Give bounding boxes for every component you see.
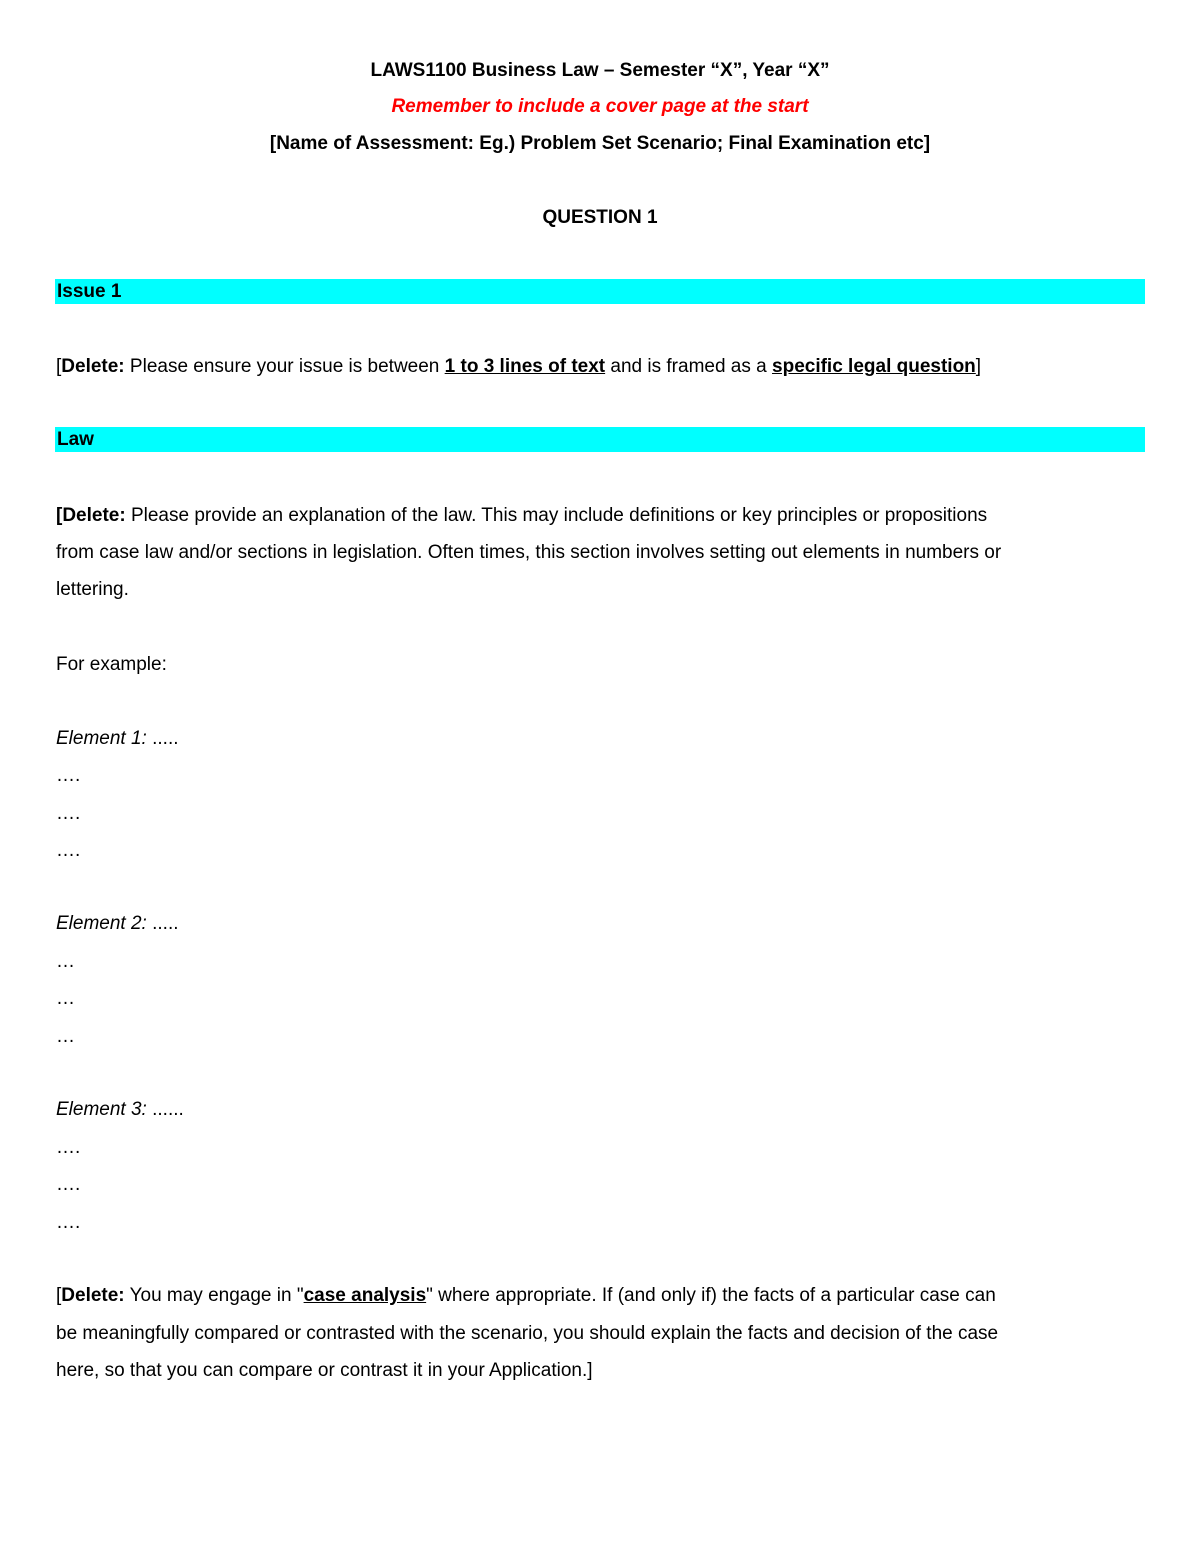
element-trail: ..... bbox=[146, 913, 179, 934]
element-1-dots: …. bbox=[56, 840, 81, 861]
case-analysis-line-3: here, so that you can compare or contrast it in your Application.] bbox=[56, 1360, 593, 1381]
open-bracket: [ bbox=[56, 1285, 62, 1306]
issue-emphasis-1: 1 to 3 lines of text bbox=[444, 356, 606, 377]
delete-label: [Delete: bbox=[56, 505, 126, 526]
law-instruction-line-1 bbox=[56, 506, 987, 525]
law-text: Please provide an explanation of the law. This may include definitions or key principles or propositions bbox=[125, 505, 988, 526]
issue-text-1: Please ensure your issue is between bbox=[124, 356, 445, 377]
element-1-dots: …. bbox=[56, 765, 81, 786]
document-title: LAWS1100 Business Law – Semester “X”, Year “X” bbox=[370, 60, 830, 81]
element-3-dots: …. bbox=[56, 1137, 81, 1158]
law-instruction-line-3: lettering. bbox=[56, 579, 129, 600]
element-1-heading bbox=[56, 729, 179, 748]
element-trail: ..... bbox=[146, 728, 179, 749]
element-label: Element 2: bbox=[56, 913, 147, 934]
case-analysis-line-2: be meaningfully compared or contrasted with the scenario, you should explain the facts and decision of the case bbox=[56, 1323, 999, 1344]
element-3-heading bbox=[56, 1100, 184, 1119]
element-2-dots: … bbox=[56, 988, 75, 1009]
assessment-name: [Name of Assessment: Eg.) Problem Set Scenario; Final Examination etc] bbox=[269, 133, 931, 154]
cover-page-reminder: Remember to include a cover page at the start bbox=[391, 96, 809, 117]
case-analysis-emphasis: case analysis bbox=[303, 1285, 427, 1306]
issue-emphasis-2: specific legal question bbox=[772, 356, 976, 377]
law-heading: Law bbox=[57, 429, 94, 450]
case-text-1: You may engage in " bbox=[124, 1285, 304, 1306]
issue-heading: Issue 1 bbox=[57, 281, 122, 302]
case-analysis-line-1 bbox=[56, 1286, 996, 1305]
element-3-dots: …. bbox=[56, 1212, 81, 1233]
law-heading-bar bbox=[55, 427, 1145, 452]
law-instruction-line-2: from case law and/or sections in legislation. Often times, this section involves setting out elements in numbers or bbox=[56, 542, 1002, 563]
example-label: For example: bbox=[56, 654, 167, 675]
element-trail: ...... bbox=[146, 1099, 184, 1120]
element-label: Element 1: bbox=[56, 728, 147, 749]
delete-label: Delete: bbox=[61, 356, 125, 377]
element-2-dots: … bbox=[56, 951, 75, 972]
element-1-dots: …. bbox=[56, 803, 81, 824]
element-3-dots: …. bbox=[56, 1174, 81, 1195]
delete-label: Delete: bbox=[61, 1285, 125, 1306]
issue-heading-bar bbox=[55, 279, 1145, 304]
close-bracket: ] bbox=[975, 356, 982, 377]
issue-instruction bbox=[56, 357, 981, 376]
element-2-heading bbox=[56, 914, 179, 933]
question-heading: QUESTION 1 bbox=[542, 207, 658, 228]
element-2-dots: … bbox=[56, 1026, 75, 1047]
element-label: Element 3: bbox=[56, 1099, 147, 1120]
open-bracket: [ bbox=[56, 356, 62, 377]
issue-text-2: and is framed as a bbox=[605, 356, 773, 377]
case-text-2: " where appropriate. If (and only if) the facts of a particular case can bbox=[426, 1285, 996, 1306]
